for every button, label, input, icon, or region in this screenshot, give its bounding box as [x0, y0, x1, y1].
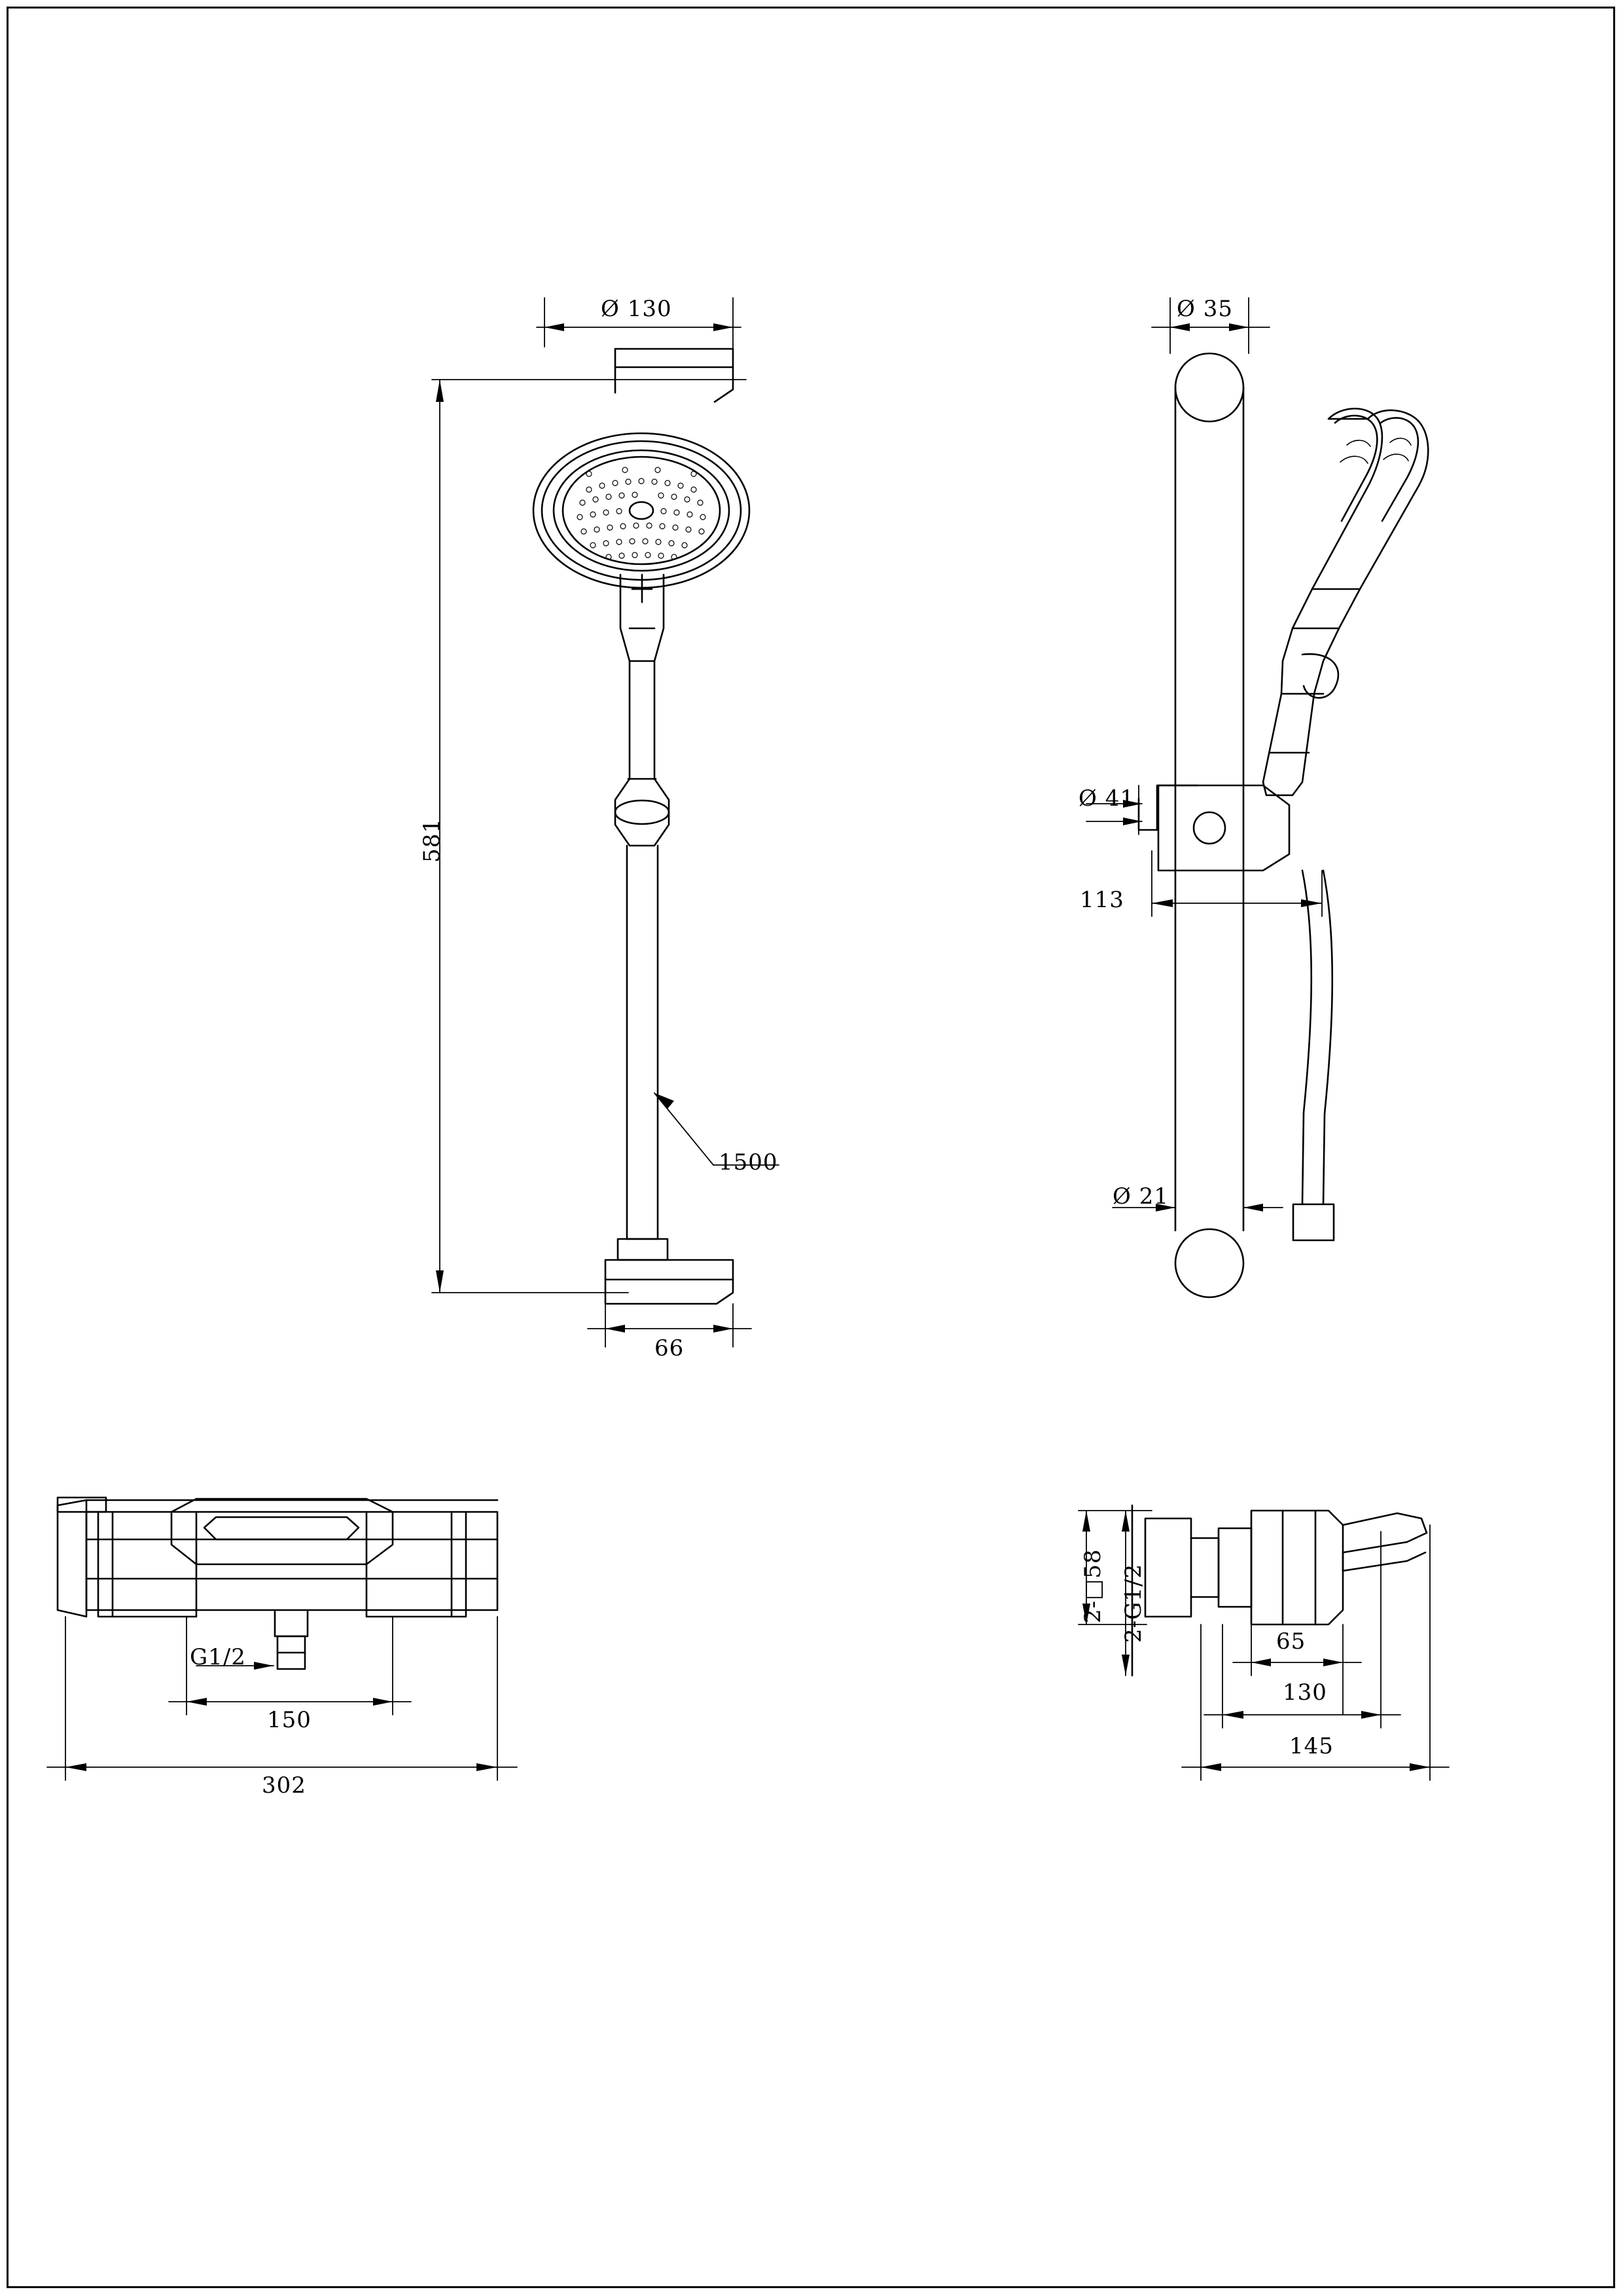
slide-rail-side-view [1086, 298, 1428, 1297]
dim-rail-top-diameter: Ø 35 [1177, 296, 1233, 322]
dim-hose-length: 1500 [719, 1149, 778, 1175]
dim-inlet-centres: 150 [267, 1707, 312, 1733]
dim-inlet-thread-side: 2-G1/2 [1120, 1564, 1147, 1643]
dim-shower-head-diameter: Ø 130 [601, 296, 672, 322]
dim-overall-height: 581 [419, 818, 445, 863]
thermostatic-mixer-front-view [47, 1498, 517, 1780]
dim-projection-130: 130 [1283, 1679, 1327, 1706]
dim-holder-diameter: Ø 41 [1079, 785, 1135, 812]
dim-projection-145: 145 [1289, 1733, 1334, 1759]
thermostatic-mixer-side-view [1079, 1505, 1449, 1780]
hand-shower-front-view [432, 298, 779, 1347]
dim-inlet-square: 2-□58 [1080, 1549, 1106, 1623]
dim-body-length: 302 [262, 1772, 306, 1799]
dim-bracket-width: 66 [654, 1335, 685, 1361]
dim-holder-projection: 113 [1080, 887, 1124, 913]
dim-inlet-thread: G1/2 [190, 1644, 246, 1670]
dim-projection-65: 65 [1276, 1628, 1306, 1655]
dim-rail-tube-diameter: Ø 21 [1113, 1183, 1169, 1210]
